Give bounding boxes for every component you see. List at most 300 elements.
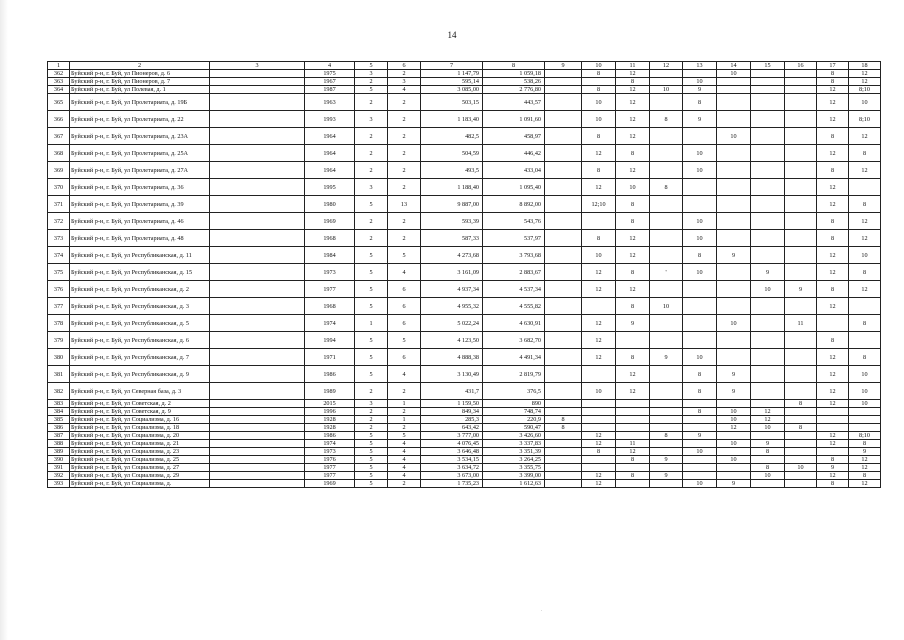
table-cell: 4 076,45 [421, 440, 483, 448]
table-row [48, 408, 881, 416]
table-cell: 12;10 [582, 196, 616, 213]
table-cell [751, 128, 785, 145]
table-cell: 2 [388, 111, 421, 128]
table-cell: 3 264,25 [483, 456, 545, 464]
table-cell [545, 472, 582, 480]
table-cell: 386 [48, 424, 70, 432]
table-cell [849, 332, 881, 349]
table-cell: 377 [48, 298, 70, 315]
table-cell: 370 [48, 179, 70, 196]
table-cell: 8 [545, 416, 582, 424]
table-cell: 10 [683, 78, 717, 86]
table-cell: 1968 [305, 230, 355, 247]
table-cell: 8 [683, 383, 717, 400]
table-cell: 8 [616, 456, 650, 464]
table-row [48, 78, 881, 86]
table-cell [582, 424, 616, 432]
table-cell: 5 [355, 196, 388, 213]
header-cell: 15 [751, 62, 785, 70]
table-cell: 9 [817, 464, 849, 472]
table-row [48, 472, 881, 480]
table-cell: 1987 [305, 86, 355, 94]
table-cell: 393 [48, 480, 70, 488]
table-cell: 382 [48, 383, 70, 400]
table-cell [751, 145, 785, 162]
table-cell: 12 [817, 86, 849, 94]
table-body [48, 62, 881, 488]
table-cell [717, 145, 751, 162]
registry-table [47, 61, 881, 488]
table-cell [785, 416, 817, 424]
header-cell: 14 [717, 62, 751, 70]
table-cell [650, 94, 683, 111]
table-cell: 12 [616, 366, 650, 383]
table-cell [650, 332, 683, 349]
table-cell [785, 128, 817, 145]
table-cell: 3 646,48 [421, 448, 483, 456]
table-cell [210, 464, 305, 472]
table-cell: 10 [616, 179, 650, 196]
table-cell: 1 183,40 [421, 111, 483, 128]
table-cell: 8 [616, 264, 650, 281]
table-cell [650, 230, 683, 247]
table-cell: 6 [388, 281, 421, 298]
table-cell: 3 161,09 [421, 264, 483, 281]
table-cell: 12 [817, 349, 849, 366]
table-row [48, 196, 881, 213]
table-cell: 12 [849, 230, 881, 247]
header-cell: 9 [545, 62, 582, 70]
table-cell: 8 [650, 179, 683, 196]
table-cell: 2 [355, 383, 388, 400]
header-cell: 13 [683, 62, 717, 70]
table-cell: 8 [849, 472, 881, 480]
table-cell: 12 [582, 281, 616, 298]
table-cell [717, 196, 751, 213]
table-cell: 748,74 [483, 408, 545, 416]
table-cell: 2 [355, 145, 388, 162]
table-cell: 5 022,24 [421, 315, 483, 332]
table-cell: 8 [582, 230, 616, 247]
table-cell [545, 179, 582, 196]
table-cell: 482,5 [421, 128, 483, 145]
table-cell [817, 448, 849, 456]
table-cell: 1 [388, 416, 421, 424]
table-cell: 12 [616, 86, 650, 94]
table-cell: 366 [48, 111, 70, 128]
table-cell: 504,59 [421, 145, 483, 162]
table-cell [650, 281, 683, 298]
table-cell: 12 [817, 145, 849, 162]
table-cell: 5 [388, 332, 421, 349]
table-cell [817, 408, 849, 416]
table-cell: 8 [616, 298, 650, 315]
table-cell: 1976 [305, 456, 355, 464]
address-cell: Буйский р-н, г. Буй, ул Социализма, д. 29 [70, 472, 210, 480]
table-cell [545, 196, 582, 213]
table-cell [545, 383, 582, 400]
table-cell [650, 366, 683, 383]
table-cell: 392 [48, 472, 70, 480]
table-cell [545, 94, 582, 111]
address-cell: Буйский р-н, г. Буй, ул Республиканская, д. 9 [70, 366, 210, 383]
table-cell: 1977 [305, 464, 355, 472]
table-cell [849, 424, 881, 432]
header-cell: 16 [785, 62, 817, 70]
table-cell [210, 179, 305, 196]
table-row [48, 416, 881, 424]
table-cell [210, 448, 305, 456]
table-cell: 493,5 [421, 162, 483, 179]
table-cell [545, 440, 582, 448]
table-cell: 378 [48, 315, 70, 332]
table-cell [751, 332, 785, 349]
table-cell [582, 366, 616, 383]
table-cell: 503,15 [421, 94, 483, 111]
table-cell: 389 [48, 448, 70, 456]
page-number: 14 [447, 30, 457, 40]
table-cell: 3 399,00 [483, 472, 545, 480]
table-cell [751, 94, 785, 111]
table-cell: 1995 [305, 179, 355, 196]
table-cell: 12 [616, 111, 650, 128]
table-cell [683, 464, 717, 472]
table-cell: 1973 [305, 448, 355, 456]
table-cell: 10 [683, 480, 717, 488]
table-cell: 12 [817, 400, 849, 408]
address-cell: Буйский р-н, г. Буй, ул Пролетариата, д. 23А [70, 128, 210, 145]
table-cell: 12 [751, 416, 785, 424]
table-cell [785, 111, 817, 128]
table-cell: 8 892,00 [483, 196, 545, 213]
table-row [48, 264, 881, 281]
table-cell: 2 883,67 [483, 264, 545, 281]
table-cell: 2 [388, 179, 421, 196]
table-cell [717, 298, 751, 315]
table-cell: 1986 [305, 366, 355, 383]
table-cell: 4 273,68 [421, 247, 483, 264]
table-cell: 2 [388, 145, 421, 162]
table-cell: 8 [582, 448, 616, 456]
table-cell: 10 [683, 448, 717, 456]
table-cell: 6 [388, 349, 421, 366]
table-cell: 3 337,83 [483, 440, 545, 448]
table-cell: 1 147,79 [421, 70, 483, 78]
table-cell: 12 [582, 432, 616, 440]
table-cell: 8 [785, 400, 817, 408]
table-cell [545, 78, 582, 86]
table-cell: 10 [683, 264, 717, 281]
table-cell: 12 [582, 440, 616, 448]
table-cell: 5 [355, 349, 388, 366]
table-cell: 5 [355, 332, 388, 349]
table-cell: 5 [355, 281, 388, 298]
table-cell: 590,47 [483, 424, 545, 432]
table-cell: 12 [849, 464, 881, 472]
table-cell [650, 162, 683, 179]
address-cell: Буйский р-н, г. Буй, ул Пролетариата, д. 19Б [70, 94, 210, 111]
table-cell: 9 [751, 440, 785, 448]
table-cell: 4 [388, 456, 421, 464]
table-cell [545, 281, 582, 298]
table-cell [785, 196, 817, 213]
table-cell: 8 [683, 94, 717, 111]
table-cell [210, 281, 305, 298]
table-row [48, 456, 881, 464]
table-cell [717, 349, 751, 366]
table-cell: 10 [849, 366, 881, 383]
table-cell: 4 491,34 [483, 349, 545, 366]
table-cell: 10 [650, 298, 683, 315]
table-cell: 9 [849, 448, 881, 456]
table-cell: 10 [849, 400, 881, 408]
table-cell: 8 [849, 315, 881, 332]
address-cell: Буйский р-н, г. Буй, ул Республиканская, д. 2 [70, 281, 210, 298]
table-cell: 12 [616, 281, 650, 298]
table-cell: 5 [355, 472, 388, 480]
table-cell: 2 [388, 230, 421, 247]
table-cell: 4 [388, 86, 421, 94]
table-cell [751, 78, 785, 86]
table-cell: 1986 [305, 432, 355, 440]
table-cell [751, 400, 785, 408]
table-cell [210, 86, 305, 94]
table-cell [785, 86, 817, 94]
table-cell [849, 416, 881, 424]
table-cell [849, 179, 881, 196]
table-cell [683, 400, 717, 408]
table-cell: 363 [48, 78, 70, 86]
table-cell [582, 298, 616, 315]
table-cell: 8;10 [849, 111, 881, 128]
table-cell: 10 [849, 247, 881, 264]
table-cell: 10 [785, 464, 817, 472]
table-cell [545, 315, 582, 332]
table-cell: 12 [582, 349, 616, 366]
table-cell [210, 128, 305, 145]
table-cell: 8 [751, 464, 785, 472]
table-cell: 8 [849, 440, 881, 448]
address-cell: Буйский р-н, г. Буй, ул Пролетариата, д. 46 [70, 213, 210, 230]
table-cell [717, 94, 751, 111]
table-cell: 433,04 [483, 162, 545, 179]
table-cell: 3 793,68 [483, 247, 545, 264]
table-cell: 12 [582, 315, 616, 332]
table-cell: 2 [355, 213, 388, 230]
table-cell: 12 [849, 128, 881, 145]
table-cell: 8 [817, 281, 849, 298]
table-cell [210, 94, 305, 111]
table-row [48, 179, 881, 196]
table-cell [616, 464, 650, 472]
table-cell: 3 777,00 [421, 432, 483, 440]
table-cell [785, 456, 817, 464]
table-cell: 5 [355, 432, 388, 440]
table-cell: 12 [616, 383, 650, 400]
table-cell [545, 366, 582, 383]
table-cell [650, 416, 683, 424]
header-cell: 1 [48, 62, 70, 70]
table-cell: 2 [388, 128, 421, 145]
table-cell [210, 298, 305, 315]
table-cell: 10 [582, 247, 616, 264]
table-cell [683, 440, 717, 448]
table-cell [210, 432, 305, 440]
table-cell: 8 [616, 145, 650, 162]
table-cell: 12 [817, 298, 849, 315]
table-cell [650, 383, 683, 400]
table-cell: 5 [355, 464, 388, 472]
table-cell [785, 213, 817, 230]
table-cell: 2 [388, 424, 421, 432]
table-cell: 10 [717, 128, 751, 145]
table-cell [545, 162, 582, 179]
table-cell: 1974 [305, 440, 355, 448]
table-cell: 12 [582, 472, 616, 480]
table-cell: 4 [388, 472, 421, 480]
table-cell: 8 [616, 472, 650, 480]
table-cell [817, 315, 849, 332]
table-cell [650, 440, 683, 448]
table-cell: 3 673,00 [421, 472, 483, 480]
table-cell: 890 [483, 400, 545, 408]
table-cell: 1980 [305, 196, 355, 213]
address-cell: Буйский р-н, г. Буй, ул Социализма, д. [70, 480, 210, 488]
table-cell: 538,26 [483, 78, 545, 86]
table-cell: 10 [582, 111, 616, 128]
header-cell: 11 [616, 62, 650, 70]
table-cell: 2 [355, 230, 388, 247]
address-cell: Буйский р-н, г. Буй, ул Советская, д. 2 [70, 400, 210, 408]
table-cell [545, 448, 582, 456]
table-row [48, 145, 881, 162]
table-cell: 375 [48, 264, 70, 281]
table-cell: 4 555,82 [483, 298, 545, 315]
table-cell: 3 355,75 [483, 464, 545, 472]
table-cell: 2 [355, 162, 388, 179]
table-cell [210, 472, 305, 480]
table-cell [785, 94, 817, 111]
table-cell [545, 111, 582, 128]
address-cell: Буйский р-н, г. Буй, ул Пролетариата, д. 39 [70, 196, 210, 213]
table-cell: 2 [355, 424, 388, 432]
table-cell: 3 426,60 [483, 432, 545, 440]
table-cell: 10 [751, 472, 785, 480]
table-cell: 10 [683, 145, 717, 162]
table-cell: 1964 [305, 145, 355, 162]
scan-edge [0, 0, 8, 640]
table-cell: 8 [650, 432, 683, 440]
table-cell [683, 179, 717, 196]
table-cell: 372 [48, 213, 70, 230]
table-cell: 8 [545, 424, 582, 432]
table-cell: 12 [849, 78, 881, 86]
header-cell: 4 [305, 62, 355, 70]
table-cell: 12 [817, 432, 849, 440]
table-cell [545, 456, 582, 464]
table-cell: 10 [582, 383, 616, 400]
table-cell: 12 [582, 480, 616, 488]
table-cell [582, 400, 616, 408]
table-cell: 8 [582, 86, 616, 94]
table-cell: 12 [616, 230, 650, 247]
address-cell: Буйский р-н, г. Буй, ул Социализма, д. 27 [70, 464, 210, 472]
table-cell: 1973 [305, 264, 355, 281]
table-cell: 5 [355, 366, 388, 383]
table-cell [785, 349, 817, 366]
address-cell: Буйский р-н, г. Буй, ул Социализма, д. 25 [70, 456, 210, 464]
table-cell: 5 [355, 264, 388, 281]
table-cell: 1977 [305, 472, 355, 480]
header-cell: 18 [849, 62, 881, 70]
table-cell: 12 [849, 480, 881, 488]
table-cell: 12 [817, 383, 849, 400]
table-cell: 8 [817, 456, 849, 464]
header-cell: 8 [483, 62, 545, 70]
address-cell: Буйский р-н, г. Буй, ул Полевая, д. 1 [70, 86, 210, 94]
table-cell: 1 059,18 [483, 70, 545, 78]
address-cell: Буйский р-н, г. Буй, ул Советская, д. 9 [70, 408, 210, 416]
table-cell: 2 [388, 70, 421, 78]
table-row [48, 383, 881, 400]
address-cell: Буйский р-н, г. Буй, ул Республиканская, д. 5 [70, 315, 210, 332]
table-cell: 1993 [305, 111, 355, 128]
table-cell [785, 162, 817, 179]
table-cell [545, 230, 582, 247]
table-cell [582, 456, 616, 464]
table-cell: 5 [355, 480, 388, 488]
table-cell [751, 111, 785, 128]
address-cell: Буйский р-н, г. Буй, ул Республиканская, д. 7 [70, 349, 210, 366]
table-cell: 383 [48, 400, 70, 408]
table-cell: 1 612,63 [483, 480, 545, 488]
table-cell: 4 [388, 448, 421, 456]
address-cell: Буйский р-н, г. Буй, ул Пролетариата, д. 36 [70, 179, 210, 196]
table-cell [785, 480, 817, 488]
table-cell: 10 [717, 440, 751, 448]
table-cell [751, 86, 785, 94]
table-cell [849, 298, 881, 315]
table-cell: 4 [388, 264, 421, 281]
table-cell: 4 [388, 366, 421, 383]
table-cell: 10 [650, 86, 683, 94]
table-cell: 4 955,32 [421, 298, 483, 315]
table-cell: 10 [717, 416, 751, 424]
table-cell: 12 [582, 145, 616, 162]
address-cell: Буйский р-н, г. Буй, ул Республиканская, д. 6 [70, 332, 210, 349]
table-cell [210, 213, 305, 230]
table-cell: 12 [817, 196, 849, 213]
table-cell: 9 [751, 264, 785, 281]
table-cell: 9 [650, 456, 683, 464]
table-row [48, 111, 881, 128]
table-cell: 8 [849, 349, 881, 366]
table-cell: 4 [388, 440, 421, 448]
table-cell [785, 432, 817, 440]
header-cell: 12 [650, 62, 683, 70]
table-cell: ' [650, 264, 683, 281]
table-row [48, 432, 881, 440]
table-cell [785, 332, 817, 349]
table-cell: 9 [683, 111, 717, 128]
table-cell [582, 78, 616, 86]
table-cell: 12 [817, 94, 849, 111]
table-cell: 4 [388, 464, 421, 472]
table-cell [717, 432, 751, 440]
table-cell: 1964 [305, 128, 355, 145]
table-cell [785, 383, 817, 400]
table-cell [683, 472, 717, 480]
